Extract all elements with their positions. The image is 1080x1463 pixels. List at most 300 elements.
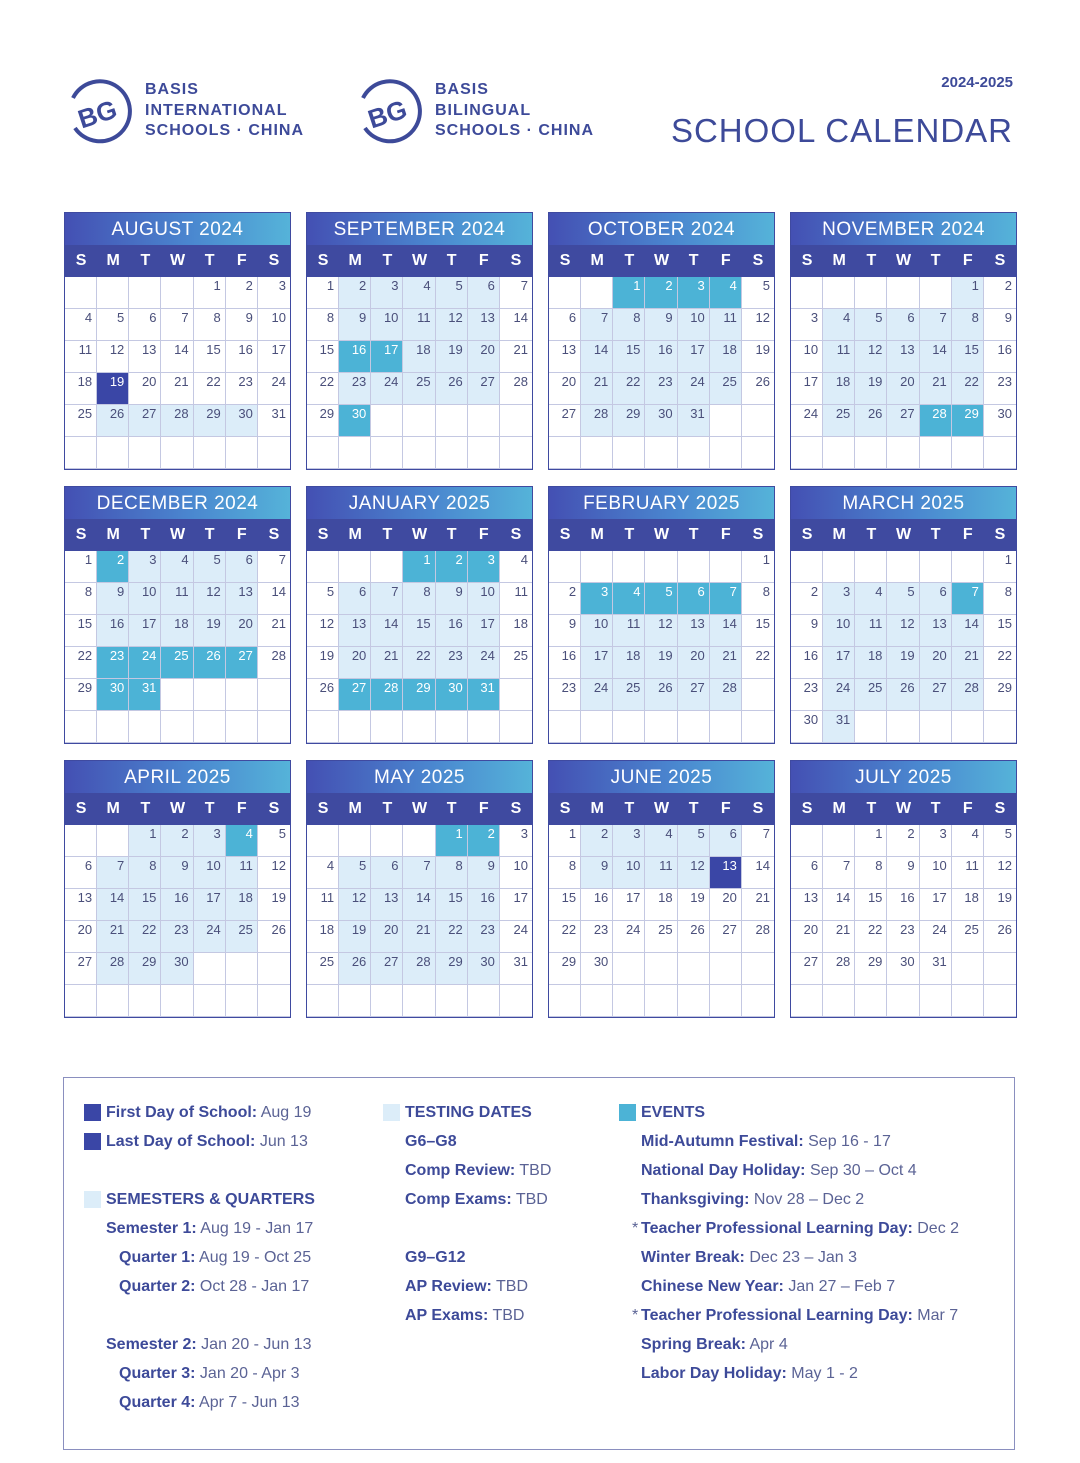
day-cell: 4 — [645, 825, 677, 857]
day-cell: 13 — [371, 889, 403, 921]
day-cell: 3 — [581, 583, 613, 615]
day-cell: 14 — [581, 341, 613, 373]
legend-item — [619, 1214, 959, 1243]
day-cell: 27 — [339, 679, 371, 711]
legend-label: Quarter 1: — [119, 1249, 196, 1266]
day-cell: 10 — [678, 309, 710, 341]
empty-cell — [952, 551, 984, 583]
day-cell: 23 — [581, 921, 613, 953]
empty-cell — [613, 437, 645, 469]
empty-cell — [581, 437, 613, 469]
day-cell: 25 — [613, 679, 645, 711]
legend-label: AP Exams: — [405, 1307, 489, 1324]
day-cell: 24 — [194, 921, 226, 953]
day-cell: 27 — [226, 647, 258, 679]
month-july-2025 — [790, 760, 1017, 1018]
legend-item — [619, 1272, 959, 1301]
day-cell: 23 — [97, 647, 129, 679]
empty-cell — [710, 551, 742, 583]
empty-cell — [613, 551, 645, 583]
day-cell: 5 — [258, 825, 290, 857]
day-cell: 3 — [129, 551, 161, 583]
day-cell: 16 — [339, 341, 371, 373]
day-cell: 28 — [258, 647, 290, 679]
day-cell: 12 — [258, 857, 290, 889]
day-cell: 3 — [468, 551, 500, 583]
weekday-label: W — [895, 800, 912, 817]
day-cell: 14 — [710, 615, 742, 647]
empty-cell — [436, 711, 468, 743]
legend-label: Semester 2: — [106, 1336, 197, 1353]
day-cell: 8 — [549, 857, 581, 889]
empty-cell — [645, 437, 677, 469]
month-title: APRIL 2025 — [65, 761, 290, 793]
day-cell: 26 — [984, 921, 1016, 953]
day-cell: 9 — [97, 583, 129, 615]
day-cell: 5 — [645, 583, 677, 615]
day-cell: 4 — [710, 277, 742, 309]
empty-cell — [468, 985, 500, 1017]
day-cell: 26 — [645, 679, 677, 711]
empty-cell — [403, 985, 435, 1017]
day-cell: 13 — [678, 615, 710, 647]
empty-cell — [887, 985, 919, 1017]
empty-cell — [339, 711, 371, 743]
empty-cell — [613, 711, 645, 743]
day-cell: 3 — [920, 825, 952, 857]
day-cell: 13 — [920, 615, 952, 647]
weekday-label: T — [930, 252, 941, 269]
weekday-label: T — [624, 252, 635, 269]
day-cell: 29 — [549, 953, 581, 985]
day-cell: 12 — [436, 309, 468, 341]
legend-item — [383, 1156, 551, 1185]
empty-cell — [403, 711, 435, 743]
day-cell: 29 — [855, 953, 887, 985]
legend-item — [84, 1243, 315, 1272]
day-cell: 18 — [500, 615, 532, 647]
empty-cell — [258, 711, 290, 743]
day-cell: 9 — [549, 615, 581, 647]
empty-cell — [855, 551, 887, 583]
day-cell: 19 — [742, 341, 774, 373]
day-cell: 30 — [791, 711, 823, 743]
day-cell: 21 — [500, 341, 532, 373]
legend-label: Quarter 4: — [119, 1394, 196, 1411]
empty-cell — [258, 679, 290, 711]
day-cell: 29 — [307, 405, 339, 437]
day-cell: 17 — [678, 341, 710, 373]
day-cell: 21 — [823, 921, 855, 953]
day-cell: 2 — [549, 583, 581, 615]
empty-cell — [710, 711, 742, 743]
legend-spacer — [84, 1156, 315, 1185]
logo-bilingual-text: BASIS BILINGUAL SCHOOLS · CHINA — [435, 81, 594, 140]
weekday-label: T — [204, 526, 215, 543]
empty-cell — [613, 985, 645, 1017]
day-grid — [791, 825, 1016, 1017]
day-cell: 6 — [791, 857, 823, 889]
day-cell: 17 — [823, 647, 855, 679]
weekday-label: T — [204, 252, 215, 269]
weekday-header — [549, 245, 774, 277]
empty-cell — [791, 985, 823, 1017]
day-cell: 2 — [97, 551, 129, 583]
day-cell: 7 — [97, 857, 129, 889]
empty-cell — [710, 953, 742, 985]
day-cell: 14 — [403, 889, 435, 921]
day-cell: 26 — [887, 679, 919, 711]
day-cell: 18 — [65, 373, 97, 405]
weekday-label: S — [559, 252, 571, 269]
day-cell: 15 — [952, 341, 984, 373]
day-cell: 21 — [581, 373, 613, 405]
day-cell: 8 — [307, 309, 339, 341]
day-cell: 14 — [97, 889, 129, 921]
legend-label: National Day Holiday: — [641, 1162, 806, 1179]
day-cell: 20 — [468, 341, 500, 373]
weekday-label: T — [446, 526, 457, 543]
empty-cell — [855, 277, 887, 309]
empty-cell — [920, 711, 952, 743]
day-cell: 31 — [920, 953, 952, 985]
day-cell: 1 — [194, 277, 226, 309]
day-cell: 31 — [500, 953, 532, 985]
day-cell: 20 — [129, 373, 161, 405]
legend-label: TESTING DATES — [405, 1104, 532, 1121]
day-cell: 10 — [581, 615, 613, 647]
day-cell: 1 — [65, 551, 97, 583]
day-cell: 25 — [307, 953, 339, 985]
month-title: MAY 2025 — [307, 761, 532, 793]
day-cell: 29 — [403, 679, 435, 711]
empty-cell — [742, 711, 774, 743]
empty-cell — [339, 437, 371, 469]
day-cell: 11 — [307, 889, 339, 921]
month-title: MARCH 2025 — [791, 487, 1016, 519]
logo-international-text: BASIS INTERNATIONAL SCHOOLS · CHINA — [145, 81, 304, 140]
empty-cell — [307, 985, 339, 1017]
day-cell: 1 — [403, 551, 435, 583]
day-cell: 12 — [645, 615, 677, 647]
day-cell: 27 — [887, 405, 919, 437]
day-cell: 5 — [678, 825, 710, 857]
weekday-label: S — [559, 526, 571, 543]
day-cell: 2 — [887, 825, 919, 857]
empty-cell — [952, 437, 984, 469]
weekday-label: S — [559, 800, 571, 817]
empty-cell — [742, 679, 774, 711]
legend-value: Apr 4 — [749, 1336, 788, 1353]
day-cell: 13 — [710, 857, 742, 889]
empty-cell — [65, 985, 97, 1017]
day-cell: 5 — [887, 583, 919, 615]
day-cell: 30 — [161, 953, 193, 985]
legend-item — [619, 1098, 959, 1127]
day-cell: 11 — [710, 309, 742, 341]
day-cell: 21 — [952, 647, 984, 679]
day-cell: 26 — [258, 921, 290, 953]
empty-cell — [791, 551, 823, 583]
day-cell: 23 — [161, 921, 193, 953]
day-cell: 14 — [742, 857, 774, 889]
day-cell: 10 — [500, 857, 532, 889]
day-cell: 10 — [613, 857, 645, 889]
weekday-label: F — [236, 526, 247, 543]
day-cell: 7 — [371, 583, 403, 615]
day-cell: 30 — [984, 405, 1016, 437]
empty-cell — [307, 551, 339, 583]
day-cell: 23 — [339, 373, 371, 405]
day-cell: 22 — [984, 647, 1016, 679]
legend-value: Jan 20 - Apr 3 — [199, 1365, 300, 1382]
day-cell: 23 — [887, 921, 919, 953]
day-cell: 11 — [161, 583, 193, 615]
weekday-header — [65, 245, 290, 277]
legend-label: Teacher Professional Learning Day: — [641, 1307, 913, 1324]
day-cell: 16 — [549, 647, 581, 679]
legend-swatch — [84, 1133, 101, 1150]
empty-cell — [855, 437, 887, 469]
day-cell: 25 — [645, 921, 677, 953]
empty-cell — [742, 405, 774, 437]
day-cell: 16 — [645, 341, 677, 373]
day-cell: 31 — [258, 405, 290, 437]
empty-cell — [468, 711, 500, 743]
day-cell: 23 — [468, 921, 500, 953]
day-cell: 19 — [194, 615, 226, 647]
day-grid — [307, 825, 532, 1017]
day-cell: 28 — [500, 373, 532, 405]
day-cell: 2 — [581, 825, 613, 857]
empty-cell — [678, 551, 710, 583]
day-cell: 3 — [194, 825, 226, 857]
day-cell: 23 — [436, 647, 468, 679]
month-title: JANUARY 2025 — [307, 487, 532, 519]
day-cell: 4 — [823, 309, 855, 341]
day-cell: 10 — [791, 341, 823, 373]
legend-item — [619, 1243, 959, 1272]
legend-value: Jan 20 - Jun 13 — [201, 1336, 312, 1353]
empty-cell — [920, 985, 952, 1017]
weekday-label: T — [866, 800, 877, 817]
day-cell: 8 — [436, 857, 468, 889]
day-cell: 21 — [258, 615, 290, 647]
empty-cell — [436, 405, 468, 437]
empty-cell — [581, 711, 613, 743]
empty-cell — [226, 711, 258, 743]
day-cell: 6 — [710, 825, 742, 857]
day-cell: 2 — [984, 277, 1016, 309]
day-cell: 12 — [742, 309, 774, 341]
legend-item — [383, 1127, 551, 1156]
empty-cell — [549, 277, 581, 309]
empty-cell — [161, 711, 193, 743]
legend-column-school-days — [84, 1098, 315, 1417]
empty-cell — [500, 985, 532, 1017]
day-cell: 18 — [403, 341, 435, 373]
empty-cell — [436, 437, 468, 469]
day-cell: 2 — [468, 825, 500, 857]
day-cell: 18 — [710, 341, 742, 373]
day-grid — [307, 277, 532, 469]
day-cell: 28 — [581, 405, 613, 437]
day-cell: 20 — [549, 373, 581, 405]
empty-cell — [823, 277, 855, 309]
day-cell: 10 — [823, 615, 855, 647]
day-cell: 9 — [581, 857, 613, 889]
day-cell: 12 — [678, 857, 710, 889]
logo-bilingual — [353, 76, 594, 146]
day-cell: 16 — [161, 889, 193, 921]
empty-cell — [742, 953, 774, 985]
day-cell: 10 — [371, 309, 403, 341]
month-february-2025 — [548, 486, 775, 744]
legend-value: Aug 19 - Jan 17 — [200, 1220, 314, 1237]
legend-item — [383, 1301, 551, 1330]
legend-column-testing — [383, 1098, 551, 1330]
empty-cell — [307, 437, 339, 469]
day-cell: 26 — [742, 373, 774, 405]
day-cell: 24 — [468, 647, 500, 679]
day-cell: 15 — [549, 889, 581, 921]
empty-cell — [500, 679, 532, 711]
day-cell: 23 — [645, 373, 677, 405]
day-cell: 13 — [339, 615, 371, 647]
logo-international — [63, 76, 304, 146]
day-cell: 20 — [887, 373, 919, 405]
day-cell: 20 — [920, 647, 952, 679]
day-cell: 6 — [549, 309, 581, 341]
empty-cell — [371, 437, 403, 469]
day-cell: 3 — [678, 277, 710, 309]
empty-cell — [371, 405, 403, 437]
day-cell: 24 — [920, 921, 952, 953]
weekday-label: S — [801, 252, 813, 269]
day-cell: 22 — [194, 373, 226, 405]
weekday-label: S — [268, 252, 280, 269]
day-cell: 12 — [855, 341, 887, 373]
day-cell: 15 — [403, 615, 435, 647]
weekday-label: T — [688, 526, 699, 543]
weekday-label: F — [962, 252, 973, 269]
day-grid — [549, 825, 774, 1017]
day-cell: 24 — [371, 373, 403, 405]
day-cell: 30 — [581, 953, 613, 985]
day-cell: 30 — [339, 405, 371, 437]
day-cell: 22 — [65, 647, 97, 679]
empty-cell — [226, 679, 258, 711]
legend-item — [84, 1214, 315, 1243]
legend-value: Nov 28 – Dec 2 — [753, 1191, 865, 1208]
legend-item — [619, 1359, 959, 1388]
weekday-label: M — [106, 526, 120, 543]
day-cell: 6 — [129, 309, 161, 341]
empty-cell — [678, 953, 710, 985]
empty-cell — [371, 825, 403, 857]
legend-item — [84, 1185, 315, 1214]
legend-label: Comp Exams: — [405, 1191, 512, 1208]
day-cell: 1 — [436, 825, 468, 857]
legend-spacer — [84, 1301, 315, 1330]
day-cell: 4 — [613, 583, 645, 615]
weekday-label: T — [446, 252, 457, 269]
day-cell: 27 — [129, 405, 161, 437]
day-cell: 11 — [403, 309, 435, 341]
day-cell: 24 — [823, 679, 855, 711]
day-cell: 13 — [791, 889, 823, 921]
day-cell: 29 — [194, 405, 226, 437]
day-cell: 29 — [129, 953, 161, 985]
page-title: SCHOOL CALENDAR — [670, 112, 1013, 149]
day-cell: 16 — [887, 889, 919, 921]
day-cell: 28 — [161, 405, 193, 437]
legend-item — [619, 1127, 959, 1156]
weekday-label: M — [348, 526, 362, 543]
day-cell: 11 — [645, 857, 677, 889]
day-cell: 3 — [258, 277, 290, 309]
empty-cell — [823, 825, 855, 857]
day-cell: 26 — [97, 405, 129, 437]
day-cell: 11 — [855, 615, 887, 647]
day-cell: 8 — [613, 309, 645, 341]
day-cell: 22 — [403, 647, 435, 679]
day-cell: 26 — [678, 921, 710, 953]
month-october-2024 — [548, 212, 775, 470]
month-september-2024 — [306, 212, 533, 470]
empty-cell — [791, 825, 823, 857]
day-cell: 25 — [161, 647, 193, 679]
day-cell: 3 — [500, 825, 532, 857]
empty-cell — [887, 551, 919, 583]
day-cell: 23 — [791, 679, 823, 711]
day-cell: 17 — [500, 889, 532, 921]
day-cell: 19 — [645, 647, 677, 679]
day-cell: 12 — [339, 889, 371, 921]
day-cell: 26 — [339, 953, 371, 985]
legend-value: Aug 19 - Oct 25 — [199, 1249, 312, 1266]
day-cell: 2 — [791, 583, 823, 615]
legend-spacer — [383, 1214, 551, 1243]
day-cell: 13 — [129, 341, 161, 373]
day-cell: 5 — [855, 309, 887, 341]
day-cell: 9 — [339, 309, 371, 341]
day-cell: 13 — [65, 889, 97, 921]
day-cell: 4 — [161, 551, 193, 583]
day-cell: 4 — [855, 583, 887, 615]
empty-cell — [984, 953, 1016, 985]
legend-value: Dec 23 – Jan 3 — [749, 1249, 857, 1266]
day-cell: 21 — [920, 373, 952, 405]
empty-cell — [161, 277, 193, 309]
day-cell: 27 — [65, 953, 97, 985]
day-cell: 7 — [823, 857, 855, 889]
empty-cell — [678, 985, 710, 1017]
day-cell: 24 — [613, 921, 645, 953]
day-cell: 8 — [403, 583, 435, 615]
day-cell: 1 — [129, 825, 161, 857]
empty-cell — [226, 985, 258, 1017]
empty-cell — [339, 825, 371, 857]
day-cell: 9 — [887, 857, 919, 889]
empty-cell — [791, 437, 823, 469]
day-cell: 22 — [129, 921, 161, 953]
day-cell: 16 — [97, 615, 129, 647]
weekday-label: S — [268, 800, 280, 817]
legend-label: Labor Day Holiday: — [641, 1365, 787, 1382]
weekday-header — [791, 793, 1016, 825]
day-cell: 6 — [339, 583, 371, 615]
